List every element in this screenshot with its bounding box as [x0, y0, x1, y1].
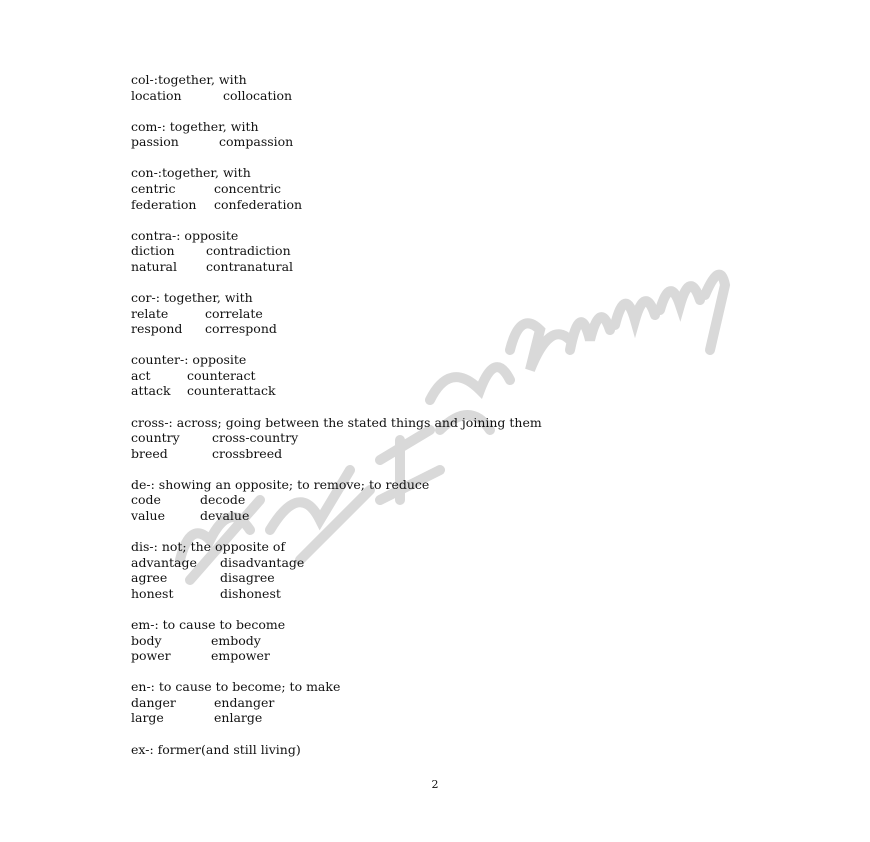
base-word: relate [131, 305, 169, 321]
example-row [131, 648, 811, 664]
base-word: code [131, 492, 161, 508]
base-word: body [131, 632, 162, 648]
example-row [131, 368, 811, 384]
base-word: diction [131, 243, 175, 259]
prefix-entry [131, 228, 811, 275]
prefix-entry [131, 679, 811, 726]
derived-word: embody [211, 632, 261, 648]
base-word: centric [131, 180, 176, 196]
example-row [131, 570, 811, 586]
derived-word: disadvantage [220, 554, 305, 570]
example-row [131, 633, 811, 649]
prefix-definition: cross-: across; going between the stated things and joining them [131, 414, 542, 430]
base-word: large [131, 710, 164, 726]
derived-word: confederation [214, 196, 303, 212]
example-row [131, 306, 811, 322]
prefix-entry [131, 477, 811, 524]
base-word: power [131, 648, 171, 664]
prefix-entry [131, 742, 811, 758]
example-row [131, 243, 811, 259]
example-row [131, 492, 811, 508]
prefix-entry [131, 415, 811, 462]
derived-word: counteract [187, 367, 256, 383]
base-word: passion [131, 134, 179, 150]
prefix-definition: com-: together, with [131, 118, 259, 134]
prefix-entry [131, 119, 811, 150]
example-row [131, 555, 811, 571]
derived-word: concentric [214, 180, 282, 196]
base-word: danger [131, 694, 176, 710]
example-row [131, 695, 811, 711]
prefix-definition: col-:together, with [131, 72, 247, 87]
derived-word: decode [200, 492, 246, 508]
base-word: federation [131, 196, 197, 212]
prefix-entry [131, 617, 811, 664]
prefix-definition: en-: to cause to become; to make [131, 679, 341, 695]
derived-word: correlate [205, 305, 263, 321]
example-row [131, 197, 811, 213]
derived-word: endanger [214, 694, 275, 710]
base-word: attack [131, 383, 171, 399]
base-word: act [131, 367, 151, 383]
base-word: respond [131, 321, 183, 337]
derived-word: empower [211, 648, 270, 664]
base-word: honest [131, 585, 174, 601]
prefix-entry [131, 352, 811, 399]
example-row [131, 321, 811, 337]
example-row [131, 259, 811, 275]
derived-word: compassion [219, 134, 294, 150]
prefix-list [131, 72, 811, 773]
prefix-definition: de-: showing an opposite; to remove; to reduce [131, 476, 430, 492]
prefix-entry [131, 539, 811, 601]
derived-word: contranatural [206, 258, 294, 274]
example-row [131, 586, 811, 602]
derived-word: dishonest [220, 585, 281, 601]
example-row [131, 88, 811, 104]
example-row [131, 181, 811, 197]
example-row [131, 383, 811, 399]
base-word: advantage [131, 554, 197, 570]
example-row [131, 134, 811, 150]
base-word: value [131, 507, 165, 523]
prefix-definition: em-: to cause to become [131, 616, 286, 632]
prefix-definition: dis-: not; the opposite of [131, 539, 286, 555]
prefix-definition: counter-: opposite [131, 352, 247, 368]
example-row [131, 430, 811, 446]
derived-word: counterattack [187, 383, 276, 399]
prefix-entry [131, 72, 811, 103]
example-row [131, 710, 811, 726]
prefix-entry [131, 165, 811, 212]
derived-word: devalue [200, 507, 250, 523]
base-word: natural [131, 258, 178, 274]
derived-word: crossbreed [212, 445, 283, 461]
derived-word: collocation [223, 87, 293, 103]
derived-word: disagree [220, 570, 275, 586]
example-row [131, 508, 811, 524]
prefix-definition: con-:together, with [131, 165, 251, 181]
derived-word: correspond [205, 321, 277, 337]
derived-word: enlarge [214, 710, 263, 726]
page-number: 2 [431, 778, 439, 791]
prefix-definition: cor-: together, with [131, 289, 253, 305]
derived-word: contradiction [206, 243, 291, 259]
prefix-entry [131, 290, 811, 337]
prefix-definition: ex-: former(and still living) [131, 741, 301, 757]
derived-word: cross-country [212, 430, 299, 446]
example-row [131, 446, 811, 462]
base-word: country [131, 430, 180, 446]
base-word: agree [131, 570, 168, 586]
base-word: location [131, 87, 182, 103]
base-word: breed [131, 445, 168, 461]
prefix-definition: contra-: opposite [131, 227, 239, 243]
